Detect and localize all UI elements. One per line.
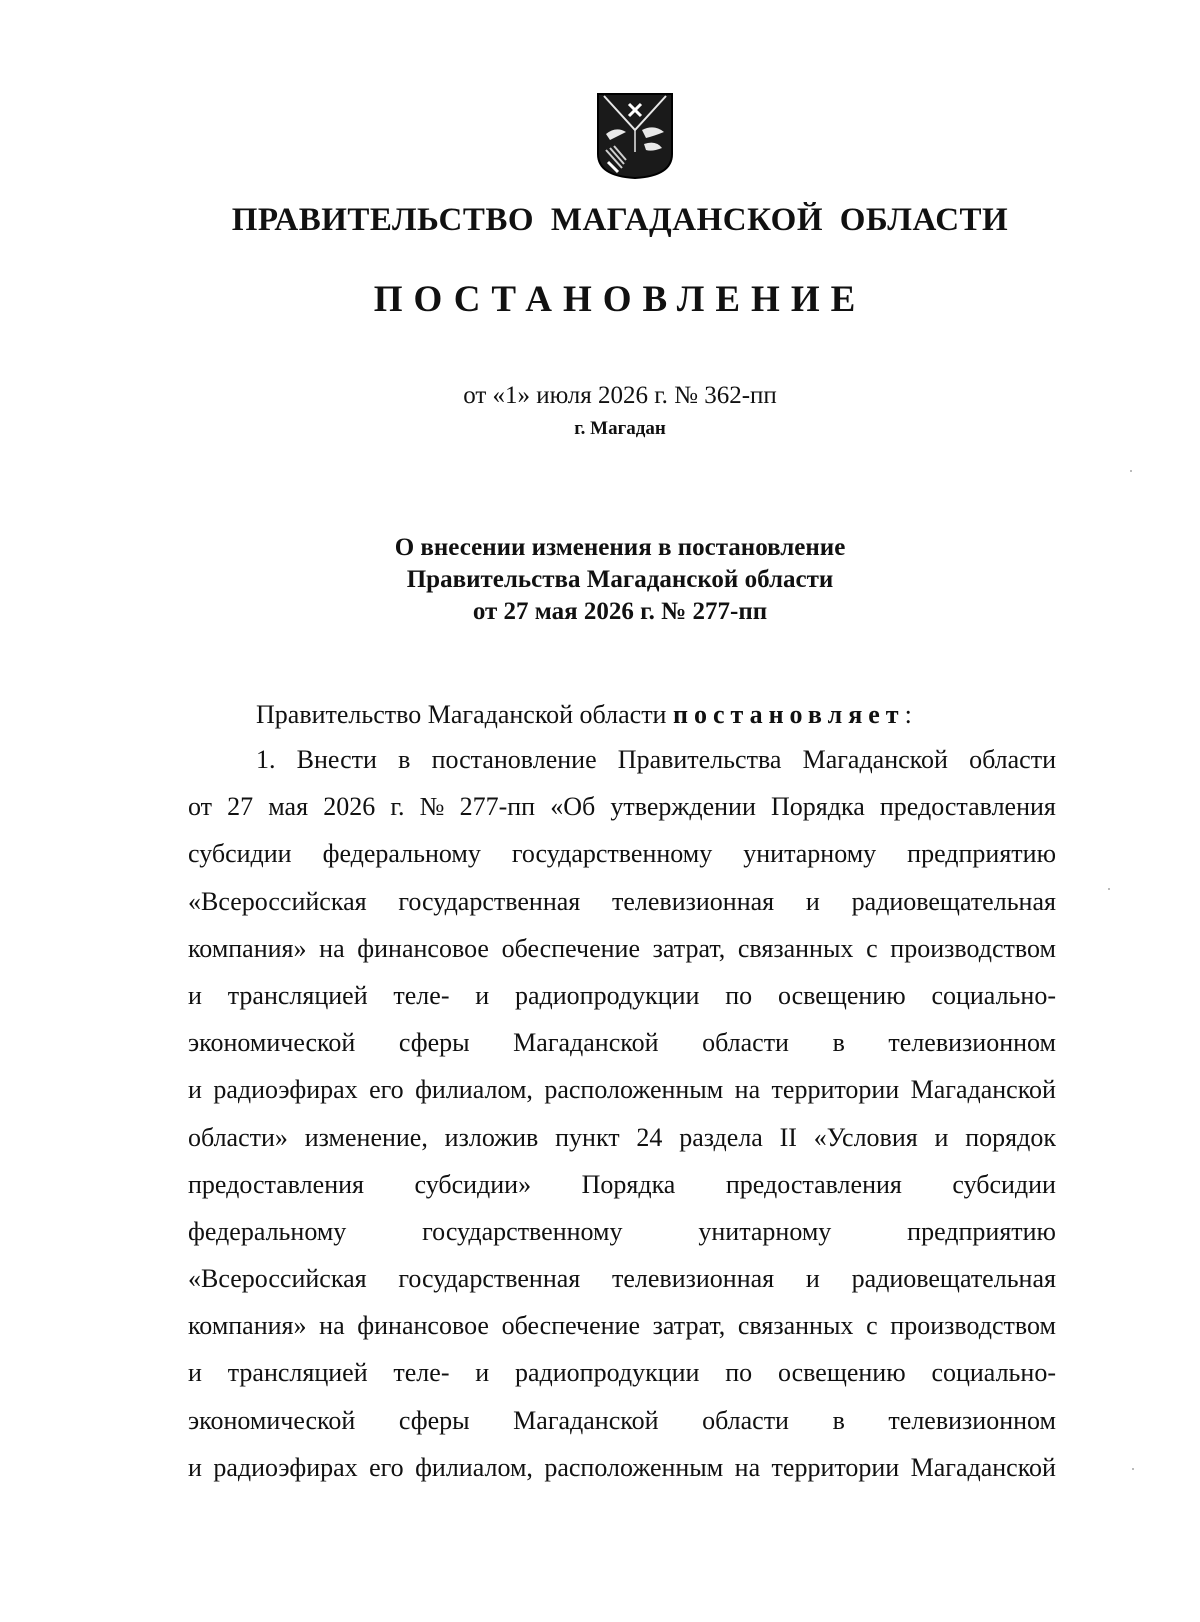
word: Магаданской [513, 1405, 659, 1435]
line-words [188, 1114, 1056, 1161]
word: 24 [636, 1122, 663, 1152]
word: «Всероссийская [188, 886, 367, 916]
word: Правительства [617, 745, 782, 774]
government-name: ПРАВИТЕЛЬСТВО МАГАДАНСКОЙ ОБЛАСТИ [231, 202, 1009, 238]
word: 1. [256, 745, 276, 774]
line-words [188, 1208, 1056, 1255]
line-words [188, 972, 1056, 1019]
word: II [779, 1122, 797, 1152]
body-line [188, 1444, 1056, 1491]
word: затрат, [652, 933, 726, 963]
body-line [188, 1114, 1056, 1161]
document-subject [0, 532, 1200, 628]
word: расположенным [544, 1452, 724, 1482]
word: утверждении [610, 792, 756, 822]
word: г. [390, 792, 405, 822]
word: области [702, 1028, 789, 1058]
word: и [188, 1358, 202, 1388]
word: социально- [931, 980, 1056, 1010]
word: субсидии» [414, 1169, 532, 1199]
word: затрат, [652, 1311, 726, 1341]
word: Магаданской [910, 1452, 1056, 1482]
word: № [419, 792, 445, 822]
word: и [188, 1075, 202, 1105]
word: финансовое [357, 1311, 489, 1341]
word: телевизионном [888, 1028, 1056, 1058]
word: и [188, 1452, 202, 1482]
word: Внести [296, 745, 377, 774]
word: предоставления [188, 1169, 364, 1199]
word: радиопродукции [515, 980, 700, 1010]
line-words [188, 925, 1056, 972]
document-type-title: ПОСТАНОВЛЕНИЕ [373, 279, 867, 320]
word: освещению [777, 980, 906, 1010]
word: федеральному [188, 1216, 347, 1246]
word: и [934, 1122, 949, 1152]
body-line [188, 972, 1056, 1019]
word: расположенным [544, 1075, 724, 1105]
word: телевизионная [612, 886, 775, 916]
word: «Об [550, 792, 596, 822]
word: Порядка [771, 792, 865, 822]
word: и [805, 1264, 820, 1294]
subject-line: О внесении изменения в постановление [394, 534, 846, 561]
body-line [188, 830, 1056, 877]
word: федеральному [322, 839, 481, 869]
body-line [188, 1397, 1056, 1444]
body-paragraph [188, 736, 1056, 1491]
word: филиалом, [415, 1452, 533, 1482]
line-words [188, 1349, 1056, 1396]
word: порядок [965, 1122, 1056, 1152]
word: предоставления [725, 1169, 902, 1199]
line-words [188, 878, 1056, 925]
word: предоставления [879, 792, 1056, 822]
word: его [369, 1075, 404, 1105]
word: и [805, 886, 820, 916]
word: области» [188, 1122, 288, 1152]
word: компания» [188, 933, 307, 963]
subject-line: от 27 мая 2026 г. № 277-пп [472, 598, 768, 625]
scan-speck [1130, 470, 1132, 472]
body-line [188, 1066, 1056, 1113]
word: пункт [555, 1122, 620, 1152]
word: в [832, 1405, 845, 1435]
word: на [734, 1452, 761, 1482]
document-date-number: от «1» июля 2026 г. № 362-пп [463, 382, 777, 409]
coat-of-arms-icon [596, 92, 674, 180]
word: радиоэфирах [213, 1075, 358, 1105]
body-line [188, 1208, 1056, 1255]
word: Порядка [581, 1169, 676, 1199]
word: в [398, 745, 411, 774]
word: на [319, 933, 345, 963]
line-words [256, 736, 1056, 783]
line-words [188, 1397, 1056, 1444]
line-words [188, 830, 1056, 877]
body-line [188, 1019, 1056, 1066]
word: экономической [188, 1028, 356, 1058]
body-line [188, 736, 1056, 783]
word: теле- [393, 1358, 450, 1388]
word: Магаданской [910, 1075, 1056, 1105]
preamble [256, 700, 912, 730]
word: производством [890, 933, 1056, 963]
word: производством [890, 1311, 1056, 1341]
word: социально- [931, 1358, 1056, 1388]
preamble-text: Правительство Магаданской области [256, 700, 673, 729]
word: обеспечение [501, 933, 640, 963]
body-line [188, 1255, 1056, 1302]
word: сферы [398, 1028, 470, 1058]
line-words [188, 783, 1056, 830]
word: трансляцией [227, 980, 368, 1010]
line-words [188, 1444, 1056, 1491]
word: в [832, 1028, 845, 1058]
line-words [188, 1255, 1056, 1302]
line-words [188, 1019, 1056, 1066]
word: связанных [737, 1311, 854, 1341]
body-line [188, 783, 1056, 830]
word: на [734, 1075, 761, 1105]
document-city: г. Магадан [574, 418, 666, 439]
word: по [725, 1358, 753, 1388]
word: государственному [422, 1216, 623, 1246]
word: от [188, 792, 213, 822]
word: «Условия [813, 1122, 918, 1152]
body-line [188, 878, 1056, 925]
word: с [866, 933, 878, 963]
word: «Всероссийская [188, 1264, 367, 1294]
word: предприятию [907, 1216, 1056, 1246]
word: его [369, 1452, 404, 1482]
word: Магаданской [513, 1028, 659, 1058]
word: субсидии [952, 1169, 1056, 1199]
word: изложив [444, 1122, 539, 1152]
body-line [188, 925, 1056, 972]
word: теле- [393, 980, 450, 1010]
word: радиовещательная [851, 886, 1056, 916]
word: постановление [431, 745, 597, 774]
word: финансовое [357, 933, 489, 963]
body-line [188, 1349, 1056, 1396]
word: сферы [398, 1405, 470, 1435]
word: государственная [398, 886, 581, 916]
scan-speck [1108, 888, 1110, 890]
word: радиовещательная [851, 1264, 1056, 1294]
word: 2026 [323, 792, 376, 822]
word: субсидии [188, 839, 292, 869]
word: унитарному [743, 839, 877, 869]
word: радиоэфирах [213, 1452, 358, 1482]
scan-speck [1132, 1468, 1134, 1470]
word: с [866, 1311, 878, 1341]
word: связанных [737, 933, 854, 963]
preamble-verb: постановляет [672, 700, 905, 729]
word: Магаданской [802, 745, 948, 774]
word: 27 [227, 792, 254, 822]
word: территории [771, 1452, 900, 1482]
word: раздела [679, 1122, 763, 1152]
line-words [188, 1302, 1056, 1349]
subject-line: Правительства Магаданской области [406, 566, 834, 593]
word: области [969, 745, 1056, 774]
line-words [188, 1066, 1056, 1113]
word: государственная [398, 1264, 581, 1294]
word: и [475, 980, 490, 1010]
word: предприятию [907, 839, 1056, 869]
word: телевизионном [888, 1405, 1056, 1435]
word: компания» [188, 1311, 307, 1341]
word: изменение, [304, 1122, 428, 1152]
word: экономической [188, 1405, 356, 1435]
word: трансляцией [227, 1358, 368, 1388]
word: по [725, 980, 753, 1010]
word: 277-пп [459, 792, 536, 822]
word: обеспечение [501, 1311, 640, 1341]
word: мая [268, 792, 309, 822]
body-line [188, 1302, 1056, 1349]
line-words [188, 1161, 1056, 1208]
word: области [702, 1405, 789, 1435]
word: освещению [777, 1358, 906, 1388]
body-line [188, 1161, 1056, 1208]
word: на [319, 1311, 345, 1341]
word: и [475, 1358, 490, 1388]
word: и [188, 980, 202, 1010]
preamble-colon: : [904, 700, 912, 729]
word: унитарному [698, 1216, 832, 1246]
word: государственному [511, 839, 713, 869]
word: филиалом, [415, 1075, 533, 1105]
word: территории [771, 1075, 900, 1105]
word: радиопродукции [515, 1358, 700, 1388]
word: телевизионная [612, 1264, 775, 1294]
